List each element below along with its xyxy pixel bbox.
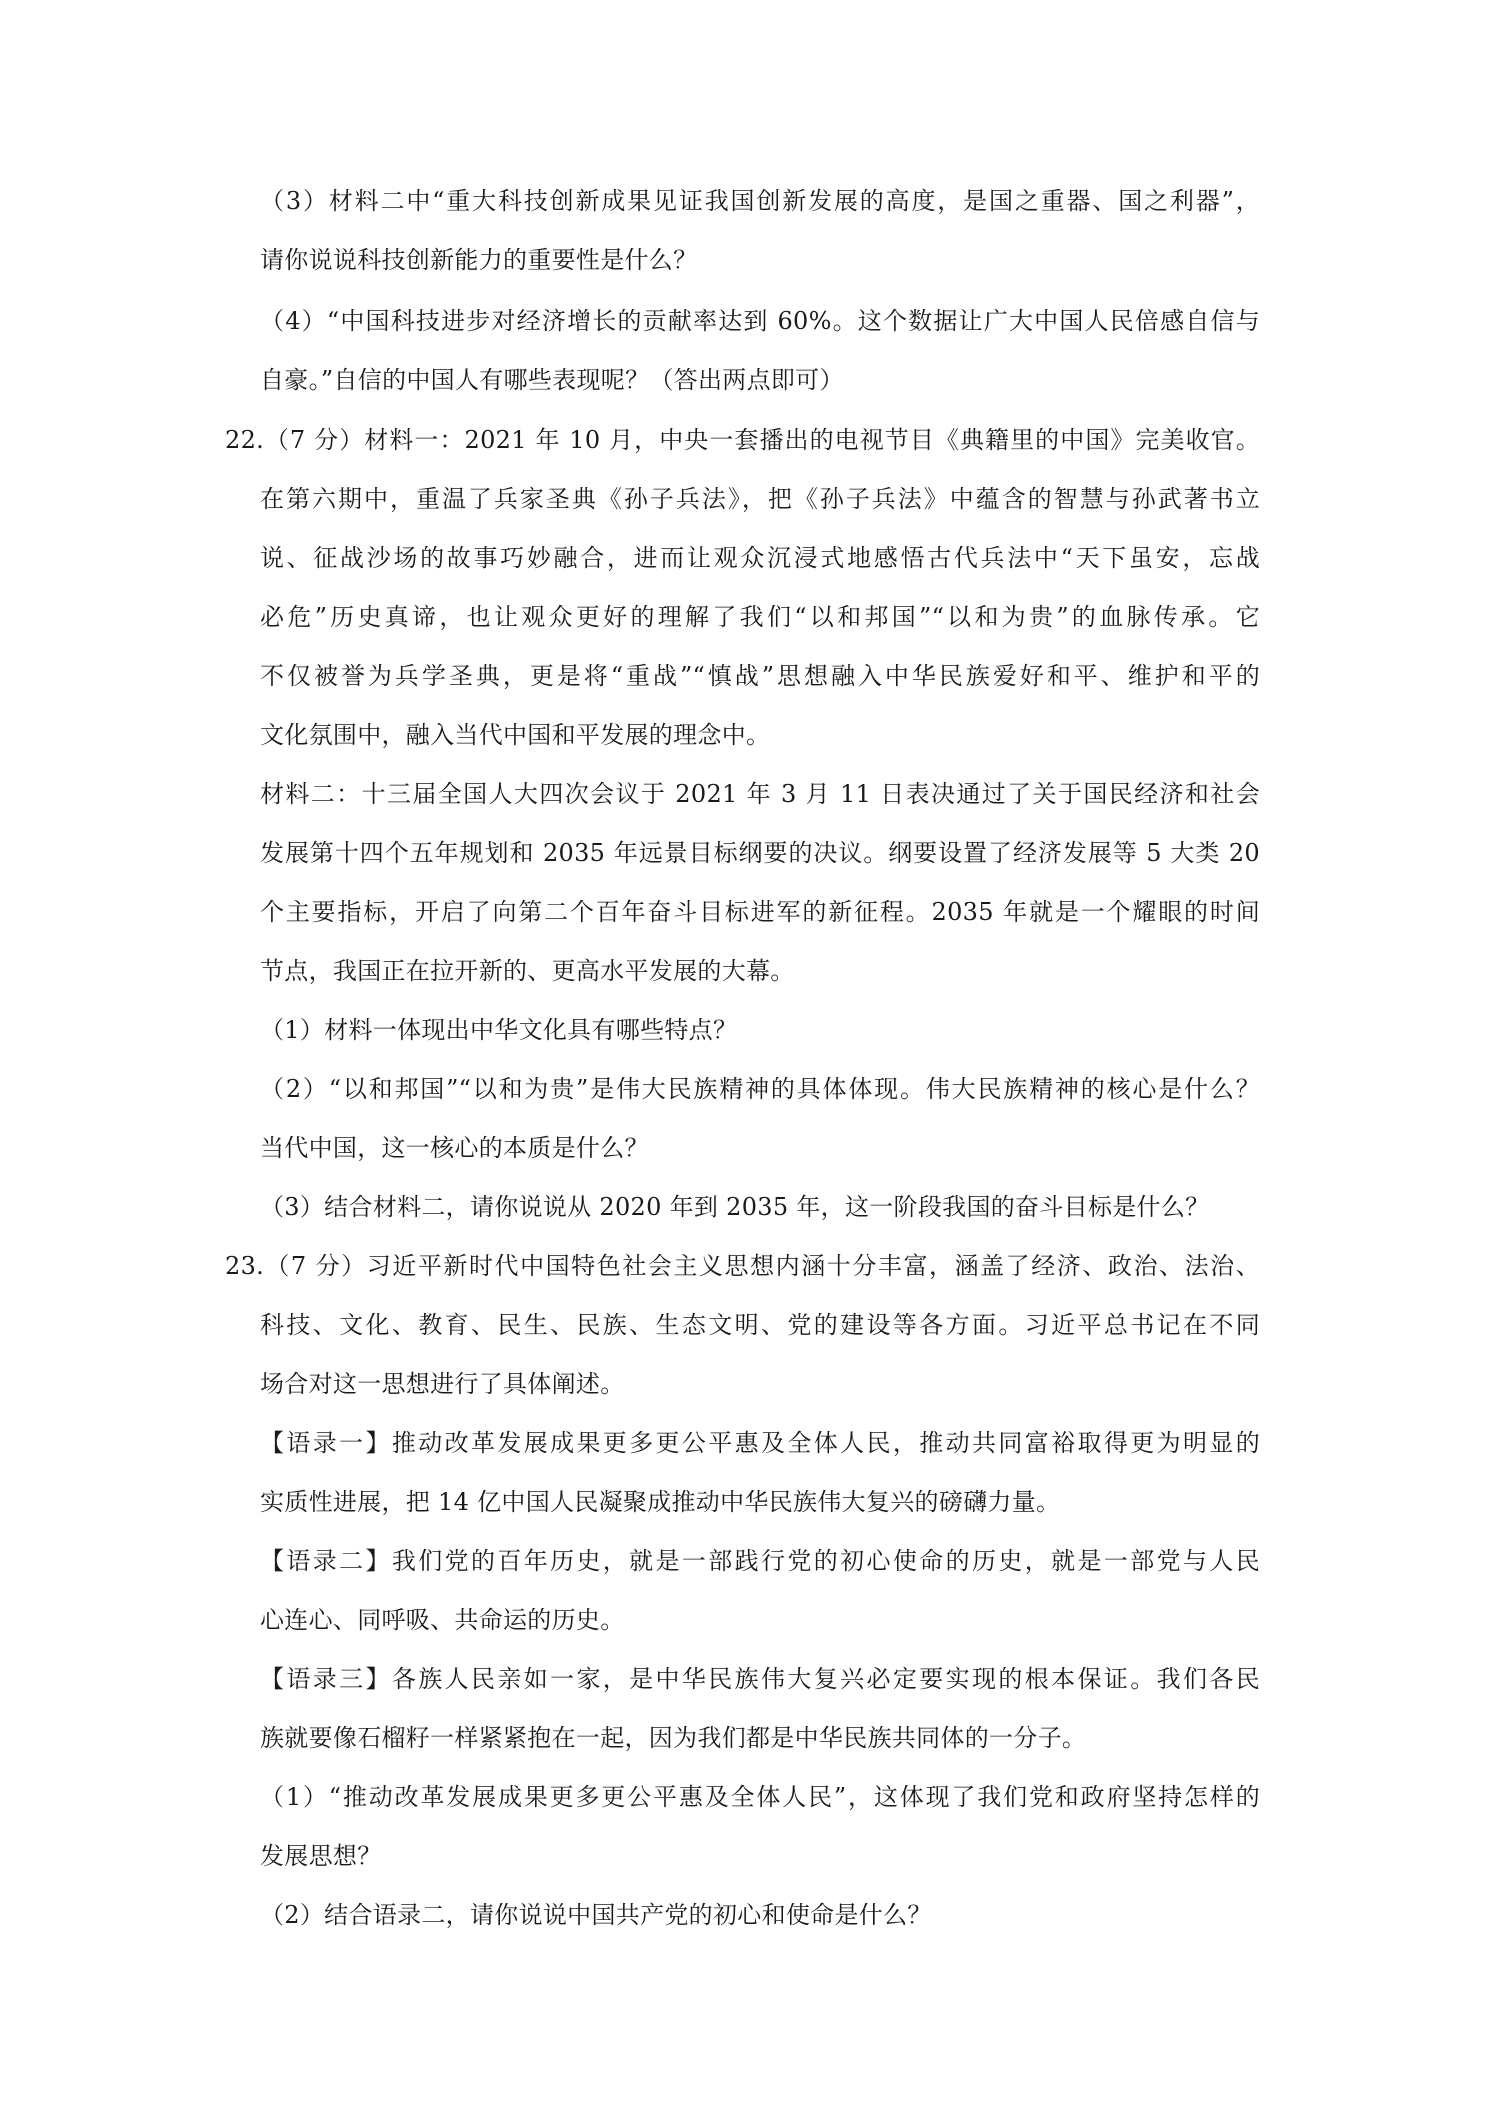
q23-intro-line2: 科技、文化、教育、民生、民族、生态文明、党的建设等各方面。习近平总书记在不同 — [260, 1311, 1260, 1339]
q23-quote3-line1: 【语录三】各族人民亲如一家，是中华民族伟大复兴必定要实现的根本保证。我们各民 — [260, 1665, 1260, 1693]
q22-material1-line1: 22.（7 分）材料一：2021 年 10 月，中央一套播出的电视节目《典籍里的中国》完美收官。 — [225, 426, 1260, 454]
q21-part3-line2: 请你说说科技创新能力的重要性是什么？ — [260, 246, 698, 274]
q23-intro-line3: 场合对这一思想进行了具体阐述。 — [260, 1370, 625, 1398]
q23-quote2-line1: 【语录二】我们党的百年历史，就是一部践行党的初心使命的历史，就是一部党与人民 — [260, 1547, 1260, 1575]
q22-material2-line3: 个主要指标，开启了向第二个百年奋斗目标进军的新征程。2035 年就是一个耀眼的时间 — [260, 898, 1260, 926]
q23-quote2-line2: 心连心、同呼吸、共命运的历史。 — [260, 1606, 625, 1634]
q21-part4-line2: 自豪。”自信的中国人有哪些表现呢？（答出两点即可） — [260, 366, 844, 394]
q23-part1-line2: 发展思想？ — [260, 1842, 382, 1870]
q22-part2-line2: 当代中国，这一核心的本质是什么？ — [260, 1134, 649, 1162]
q22-part1: （1）材料一体现出中华文化具有哪些特点？ — [260, 1016, 738, 1044]
q23-part1-line1: （1）“推动改革发展成果更多更公平惠及全体人民”，这体现了我们党和政府坚持怎样的 — [260, 1783, 1260, 1811]
q21-part4-line1: （4）“中国科技进步对经济增长的贡献率达到 60%。这个数据让广大中国人民倍感自信与 — [260, 307, 1260, 335]
q23-quote1-line1: 【语录一】推动改革发展成果更多更公平惠及全体人民，推动共同富裕取得更为明显的 — [260, 1429, 1260, 1457]
q23-intro-line1: 23.（7 分）习近平新时代中国特色社会主义思想内涵十分丰富，涵盖了经济、政治、法治、 — [225, 1252, 1260, 1280]
q22-material1-line2: 在第六期中，重温了兵家圣典《孙子兵法》，把《孙子兵法》中蕴含的智慧与孙武著书立 — [260, 485, 1260, 513]
q22-material1-line4: 必危”历史真谛，也让观众更好的理解了我们“以和邦国”“以和为贵”的血脉传承。它 — [260, 603, 1260, 631]
q23-part2: （2）结合语录二，请你说说中国共产党的初心和使命是什么？ — [260, 1901, 932, 1929]
q22-material1-line3: 说、征战沙场的故事巧妙融合，进而让观众沉浸式地感悟古代兵法中“天下虽安，忘战 — [260, 544, 1260, 572]
q21-part3-line1: （3）材料二中“重大科技创新成果见证我国创新发展的高度，是国之重器、国之利器”， — [260, 187, 1260, 215]
q23-quote3-line2: 族就要像石榴籽一样紧紧抱在一起，因为我们都是中华民族共同体的一分子。 — [260, 1724, 1087, 1752]
q22-material1-line5: 不仅被誉为兵学圣典，更是将“重战”“慎战”思想融入中华民族爱好和平、维护和平的 — [260, 662, 1260, 690]
q22-part2-line1: （2）“以和邦国”“以和为贵”是伟大民族精神的具体体现。伟大民族精神的核心是什么？ — [260, 1075, 1260, 1103]
q22-material2-line1: 材料二：十三届全国人大四次会议于 2021 年 3 月 11 日表决通过了关于国民经济和社会 — [260, 780, 1260, 808]
q23-quote1-line2: 实质性进展，把 14 亿中国人民凝聚成推动中华民族伟大复兴的磅礴力量。 — [260, 1488, 1061, 1516]
q22-part3: （3）结合材料二，请你说说从 2020 年到 2035 年，这一阶段我国的奋斗目标是什么？ — [260, 1193, 1210, 1221]
q22-material2-line2: 发展第十四个五年规划和 2035 年远景目标纲要的决议。纲要设置了经济发展等 5 大类 20 — [260, 839, 1260, 867]
q22-material2-line4: 节点，我国正在拉开新的、更高水平发展的大幕。 — [260, 957, 795, 985]
q22-material1-line6: 文化氛围中，融入当代中国和平发展的理念中。 — [260, 721, 771, 749]
